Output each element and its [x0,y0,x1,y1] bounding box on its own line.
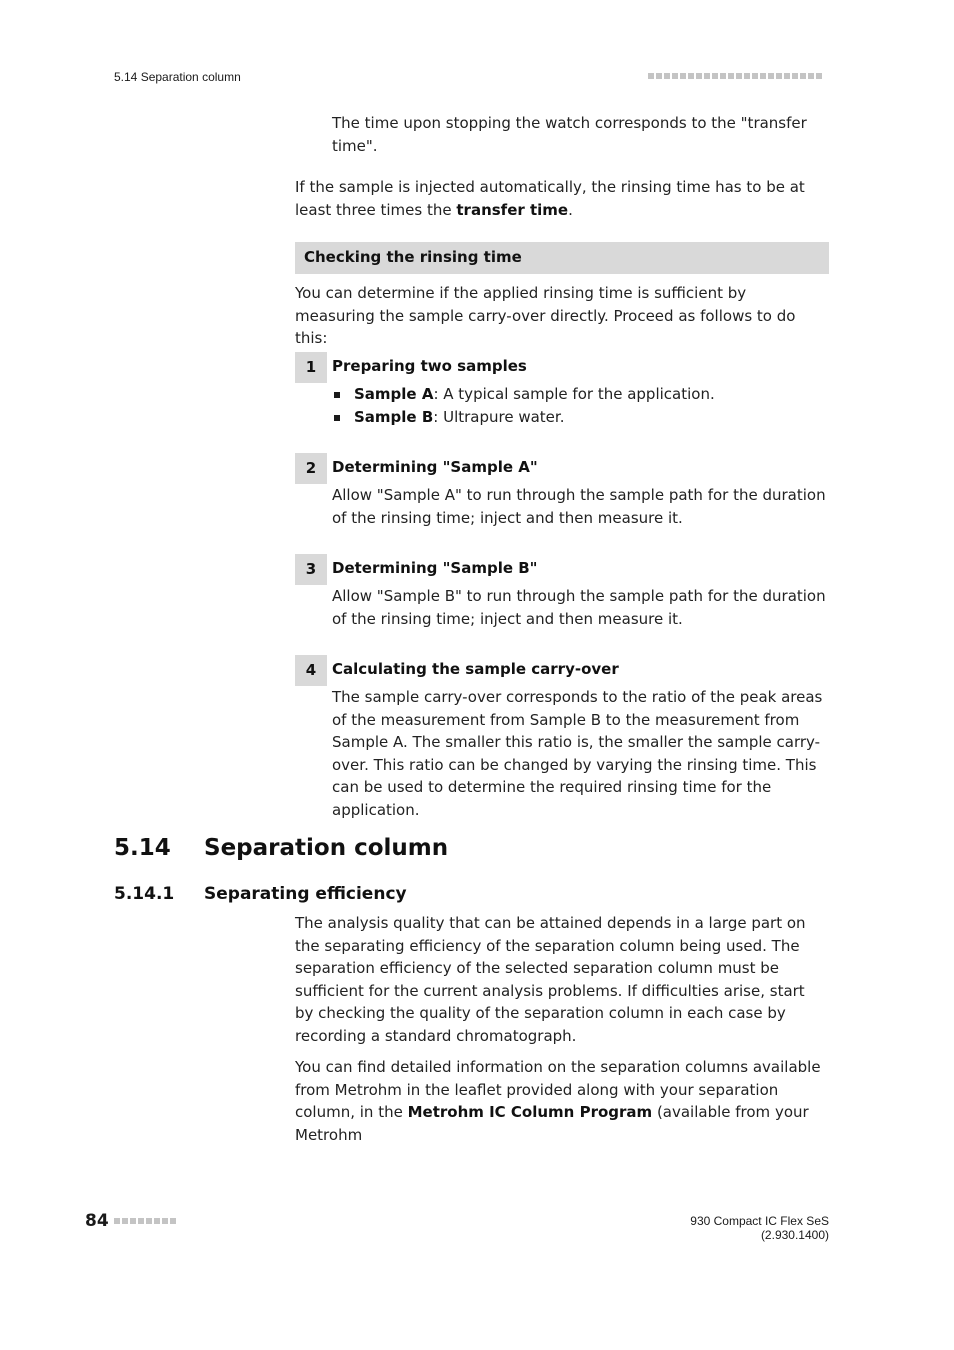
list-item: Sample B: Ultrapure water. [332,406,822,429]
step-bullet-list [332,383,822,428]
checking-heading: Checking the rinsing time [295,242,829,274]
section-title: Separation column [204,835,449,861]
page-number: 84 [85,1211,109,1231]
step-text: The sample carry-over corresponds to the ratio of the peak areas of the measurement from Sample B to the measurement from Sample A. The smaller this ratio is, the smaller the sample carry-over. This ratio can be changed by varying the rinsing time. This can be used to determine the required rinsing time for the application. [332,688,823,819]
separating-efficiency-paragraph: The analysis quality that can be attained depends in a large part on the separating efficiency of the separation column being used. The separation efficiency of the selected separation column must be sufficient for the current analysis problems. If difficulties arise, start by checking the quality of the separation column in each case by recording a standard chromatograph. [295,914,806,1045]
running-header: 5.14 Separation column [114,70,241,84]
section-number: 5.14 [114,835,171,861]
footer-decoration [114,1218,176,1224]
auto-injection-paragraph: If the sample is injected automatically, the rinsing time has to be at least three times the transfer time. [295,178,805,219]
step-title: Preparing two samples [332,357,527,375]
subsection-title: Separating efficiency [204,884,407,904]
header-decoration [648,73,822,79]
step-text: Allow "Sample B" to run through the sample path for the duration of the rinsing time; inject and then measure it. [332,587,826,628]
step-text: Allow "Sample A" to run through the sample path for the duration of the rinsing time; inject and then measure it. [332,486,826,527]
transfer-time-note: The time upon stopping the watch corresponds to the "transfer time". [332,114,807,155]
checking-text: You can determine if the applied rinsing time is sufficient by measuring the sample carry-over directly. Proceed as follows to do this: [295,284,796,347]
list-item: Sample A: A typical sample for the application. [332,383,822,406]
step-number: 3 [295,554,327,585]
step-title: Determining "Sample B" [332,559,538,577]
column-info-paragraph: You can find detailed information on the separation columns available from Metrohm in the leaflet provided along with your separation column, in the Metrohm IC Column Program (available from your Metrohm [295,1058,821,1144]
document-title: 930 Compact IC Flex SeS (2.930.1400) [690,1214,829,1242]
step-number: 2 [295,453,327,484]
step-number: 4 [295,655,327,686]
step-title: Calculating the sample carry-over [332,660,619,678]
step-number: 1 [295,352,327,383]
subsection-number: 5.14.1 [114,884,175,904]
step-title: Determining "Sample A" [332,458,538,476]
